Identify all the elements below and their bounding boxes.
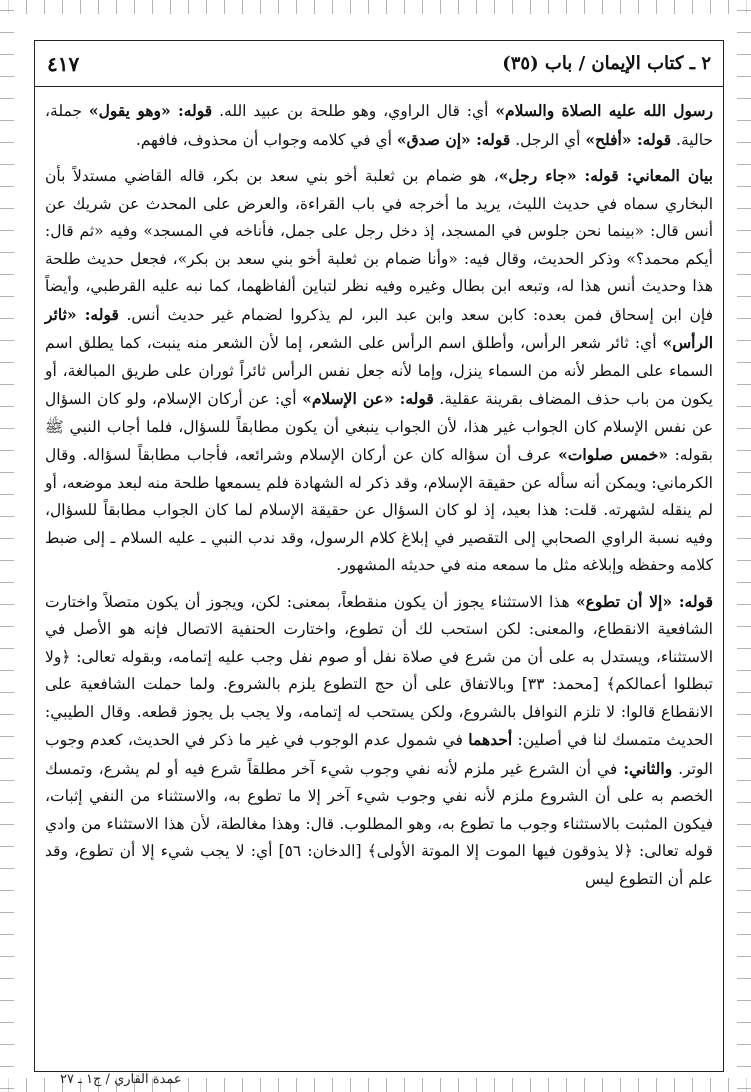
right-border-ornament bbox=[737, 0, 751, 1092]
page-header bbox=[35, 41, 723, 87]
page-body bbox=[45, 97, 713, 1053]
text-segment: في أن الشرع غير ملزم لأنه نفي وجوب شيء آخر مطلقاً شرع فيه أو لم يشرع، وتمسك الخصم به على أن الشروع ملزم لأنه نفي وجوب شيء آخر إلا ما تطوع به، والاستثناء من النفي إثبات، فيكون المثبت بالاستثناء وجوب ما تطوع به، وهو المطلوب. قال: وهذا مغالطة، لأن هذا الاستثناء من وادي قوله تعالى: ﴿لا يذوقون فيها الموت إلا الموتة الأولى﴾ [الدخان: ٥٦] أي: لا يجب شيء إلا أن تطوع، وقد علم أن التطوع ليس bbox=[45, 759, 713, 888]
bold-segment: قوله: «أفلح» bbox=[585, 129, 672, 149]
paragraph bbox=[45, 162, 713, 580]
bold-segment: قوله: «ثائر الرأس» bbox=[45, 304, 713, 352]
text-segment: هذا الاستثناء يجوز أن يكون منقطعاً، بمعنى: لكن، ويجوز أن يكون متصلاً واختارت الشافعية الانقطاع، والمعنى: لكن استحب لك أن تطوع، واختارت الحنفية الاتصال فإنه هو الأصل في الاستثناء، ويستدل به على أن من شرع في صلاة نفل أو صوم نفل وجب عليه إتمامه، وبقوله تعالى: ﴿ولا تبطلوا أعمالكم﴾ [محمد: ٣٣] وبالاتفاق على أن حج التطوع يلزم بالشروع. ولما حملت الشافعية على الانقطاع قالوا: لا تلزم النوافل بالشروع، ولكن يستحب له إتمامه، ولا يجب بل يجوز قطعه. وقال الطيبي: الحديث متمسك لنا في أصلين: bbox=[45, 592, 714, 749]
bold-segment: قوله: «عن الإسلام» bbox=[302, 389, 434, 408]
text-segment: أي الرجل. bbox=[510, 130, 586, 149]
bold-segment: بيان المعاني: قوله: «جاء رجل» bbox=[498, 166, 713, 185]
top-border-ornament bbox=[0, 0, 751, 14]
text-segment: أي: عن أركان الإسلام، ولو كان السؤال عن نفس الإسلام كان الجواب غير هذا، لأن الجواب ينبغي أن يكون مطابقاً للسؤال، فلما أجاب النبي ﷺ بقوله: bbox=[45, 390, 713, 464]
bold-segment: أحدهما bbox=[468, 730, 513, 749]
text-segment: عرف أن سؤاله كان عن أركان الإسلام وشرائعه، فأجاب مطابقاً لسؤاله. وقال الكرماني: ويمكن أنه سأله عن حقيقة الإسلام، وقد ذكر له الشهادة فلم يسمعها طلحة منه لبعد موضعه، أو لم ينقله لشهرته. قلت: هذا بعيد، إذ لو كان السؤال عن حقيقة الإسلام لما كان الجواب مطابقاً للسؤال، وفيه نسبة الراوي الصحابي إلى التقصير في إبلاغ كلام الرسول، وقد ندب النبي ـ عليه السلام ـ إلى ضبط كلامه وحفظه وإبلاغه مثل ما سمعه منه في حديثه المشهور. bbox=[45, 446, 713, 574]
left-border-ornament bbox=[0, 0, 14, 1092]
paragraph bbox=[45, 97, 713, 154]
text-segment: في شمول عدم الوجوب في غير ما ذكر في الحديث، كعدم وجوب الوتر. bbox=[45, 731, 713, 778]
bold-segment: «خمس صلوات» bbox=[558, 445, 669, 464]
bold-segment: قوله: «وهو يقول» bbox=[88, 101, 213, 120]
text-segment: ، هو ضمام بن ثعلبة أخو بني سعد بن بكر، قاله القاضي مستدلاً بأن البخاري سماه في حديث الليث، يريد ما أخرجه في باب القراءة، والعرض على المحدث عن شريك عن أنس قال: «بينما نحن جلوس في المسجد، إذ دخل رجل على جمل، فأناخه في المسجد» وفيه «ثم قال: أيكم محمد؟» وذكر الحديث، وقال فيه: «وأنا ضمام بن ثعلبة أخو بني سعد بن بكر»، فجعل حديث طلحة هذا وحديث أنس هذا له، وتبعه ابن بطال وغيره وفيه نظر لتباين ألفاظهما، كما نبه عليه القرطبي، وأيضاً فإن ابن إسحاق فمن بعده: كابن سعد وابن عبد البر، لم يذكروا لضمام غير حديث أنس. bbox=[45, 167, 713, 324]
text-segment: أي: ثائر شعر الرأس، وأطلق اسم الرأس على الشعر، إما لأن الشعر منه ينبت، كما يطلق اسم السماء على المطر لأنه من السماء ينزل، وإما لأنه جعل نفس الرأس ثائراً ثوران على طريق المبالغة، أو يكون من باب حذف المضاف بقرينة عقلية. bbox=[45, 334, 713, 408]
paragraph bbox=[45, 588, 713, 894]
bold-segment: قوله: «إن صدق» bbox=[396, 129, 511, 149]
text-segment: أي: قال الراوي، وهو طلحة بن عبيد الله. bbox=[212, 102, 496, 120]
bold-segment: قوله: «إلا أن تطوع» bbox=[575, 591, 714, 611]
bold-segment: رسول الله عليه الصلاة والسلام» bbox=[495, 101, 713, 120]
text-segment: أي في كلامه وجواب أن محذوف، فافهم. bbox=[135, 130, 397, 149]
footer-signature: عمدة القاري / ج١ ـ ٢٧ bbox=[60, 1072, 182, 1087]
page-frame bbox=[34, 40, 724, 1072]
running-title: ٢ ـ كتاب الإيمان / باب (٣٥) bbox=[502, 53, 711, 74]
text-segment: جملة، حالية. bbox=[45, 102, 713, 149]
page-number: ٤١٧ bbox=[47, 51, 80, 76]
bold-segment: والثاني: bbox=[623, 758, 673, 778]
